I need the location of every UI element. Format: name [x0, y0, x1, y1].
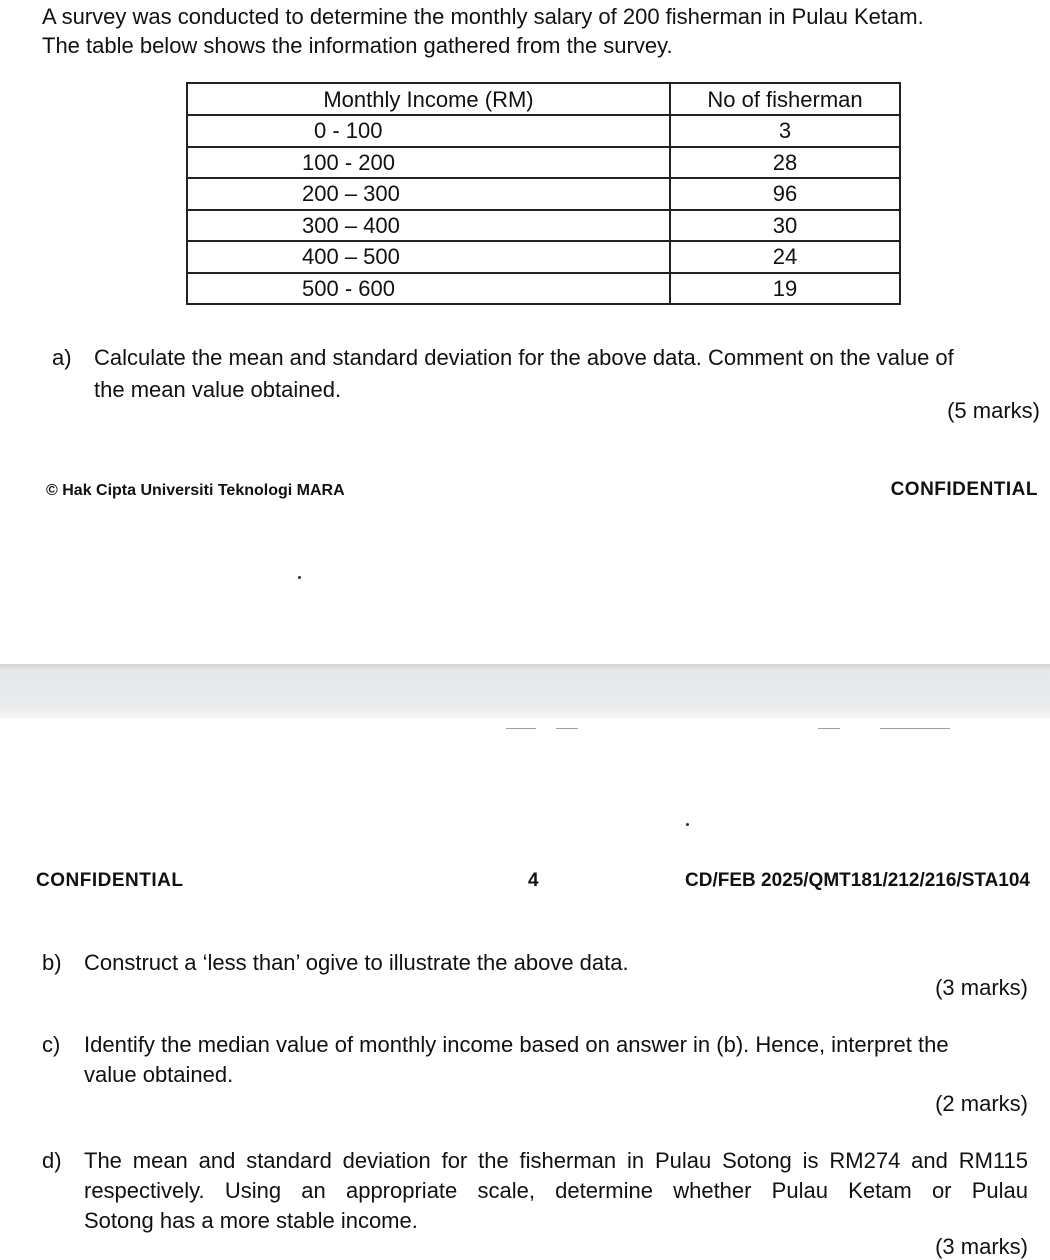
- page-header-confidential: CONFIDENTIAL: [36, 870, 184, 891]
- question-d-line-1: The mean and standard deviation for the fisherman in Pulau Sotong is RM274 and RM115: [84, 1148, 1028, 1173]
- income-class: 400 – 500: [187, 241, 670, 273]
- question-c-line-1: Identify the median value of monthly income based on answer in (b). Hence, interpret the: [84, 1032, 949, 1057]
- scan-line: [506, 728, 536, 729]
- question-b-label: b): [42, 950, 62, 975]
- question-d-label: d): [42, 1148, 62, 1173]
- income-class: 500 - 600: [187, 273, 670, 305]
- question-a-text: [94, 342, 1044, 406]
- question-a-line-1: Calculate the mean and standard deviation for the above data. Comment on the value of: [94, 345, 954, 370]
- question-c-label: c): [42, 1032, 61, 1057]
- question-a-label: a): [52, 345, 72, 370]
- header-no-of-fisherman: No of fisherman: [670, 83, 900, 115]
- income-class: 100 - 200: [187, 147, 670, 179]
- question-a-marks: (5 marks): [947, 398, 1040, 423]
- question-d-text: [84, 1146, 1028, 1236]
- scan-line: [556, 728, 578, 729]
- fisherman-count: 96: [670, 178, 900, 210]
- fisherman-count: 28: [670, 147, 900, 179]
- intro-paragraph: [42, 2, 1042, 60]
- scan-line: [818, 728, 840, 729]
- question-c-marks: (2 marks): [935, 1091, 1028, 1116]
- table-row: [187, 273, 900, 305]
- copyright-notice: © Hak Cipta Universiti Teknologi MARA: [46, 482, 345, 499]
- question-d-line-2: respectively. Using an appropriate scale, determine whether Pulau Ketam or Pulau: [84, 1178, 1028, 1203]
- fisherman-count: 3: [670, 115, 900, 147]
- question-c-line-2: value obtained.: [84, 1062, 234, 1087]
- page-separator: [0, 664, 1050, 718]
- header-monthly-income: Monthly Income (RM): [187, 83, 670, 115]
- question-d-line-3: Sotong has a more stable income.: [84, 1208, 418, 1233]
- table-row: [187, 115, 900, 147]
- table-header-row: [187, 83, 900, 115]
- table-row: [187, 178, 900, 210]
- intro-line-1: A survey was conducted to determine the monthly salary of 200 fisherman in Pulau Ketam.: [42, 4, 924, 29]
- intro-line-2: The table below shows the information gathered from the survey.: [42, 33, 673, 58]
- table-row: [187, 241, 900, 273]
- question-c-text: [84, 1030, 1028, 1090]
- question-d-marks: (3 marks): [935, 1234, 1028, 1259]
- table-row: [187, 210, 900, 242]
- question-b-text: [84, 948, 1028, 978]
- fisherman-count: 30: [670, 210, 900, 242]
- fisherman-count: 24: [670, 241, 900, 273]
- table-row: [187, 147, 900, 179]
- income-class: 300 – 400: [187, 210, 670, 242]
- question-b-marks: (3 marks): [935, 975, 1028, 1000]
- scan-speck: [298, 576, 301, 579]
- confidential-footer: CONFIDENTIAL: [890, 479, 1038, 500]
- income-table: [186, 82, 901, 305]
- question-b-line-1: Construct a ‘less than’ ogive to illustrate the above data.: [84, 950, 629, 975]
- course-code: CD/FEB 2025/QMT181/212/216/STA104: [685, 870, 1030, 891]
- question-a-line-2: the mean value obtained.: [94, 377, 342, 402]
- scan-speck: [686, 823, 689, 826]
- scan-line: [880, 728, 950, 729]
- income-class: 0 - 100: [187, 115, 670, 147]
- fisherman-count: 19: [670, 273, 900, 305]
- income-class: 200 – 300: [187, 178, 670, 210]
- page-number: 4: [528, 870, 539, 891]
